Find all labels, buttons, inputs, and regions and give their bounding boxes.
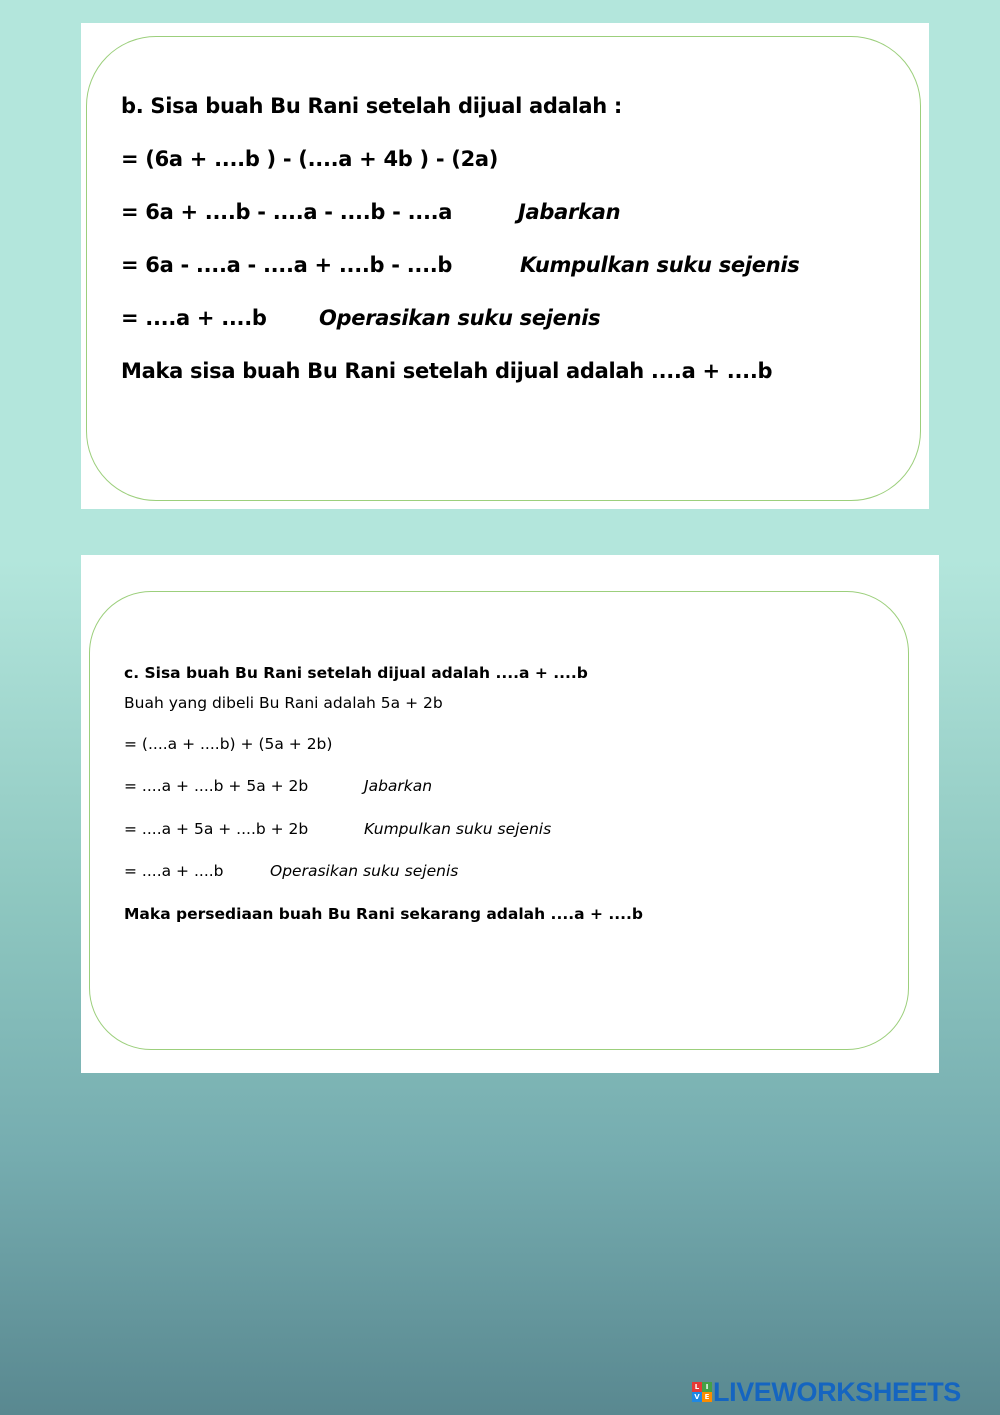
worksheet-panel-b (81, 23, 929, 509)
section-c-step-1: = (....a + ....b) + (5a + 2b) (124, 735, 333, 753)
section-b-note-operasikan: Operasikan suku sejenis (319, 306, 601, 330)
section-b-note-kumpulkan: Kumpulkan suku sejenis (520, 253, 800, 277)
liveworksheets-logo-icon (692, 1382, 712, 1402)
section-c-note-operasikan: Operasikan suku sejenis (270, 862, 459, 880)
section-c-conclusion: Maka persediaan buah Bu Rani sekarang adalah ....a + ....b (124, 905, 643, 923)
section-b-note-jabarkan: Jabarkan (518, 200, 621, 224)
logo-letter-e: E (702, 1392, 712, 1402)
section-c-subtitle: Buah yang dibeli Bu Rani adalah 5a + 2b (124, 694, 443, 712)
answer-card-c (89, 591, 909, 1050)
brand-name: LIVEWORKSHEETS (713, 1376, 961, 1407)
logo-letter-i: I (702, 1382, 712, 1392)
section-b-step-3: = 6a - ....a - ....a + ....b - ....b (121, 253, 453, 277)
section-b-step-2: = 6a + ....b - ....a - ....b - ....a (121, 200, 453, 224)
section-c-step-3: = ....a + 5a + ....b + 2b (124, 820, 309, 838)
section-b-step-1: = (6a + ....b ) - (....a + 4b ) - (2a) (121, 147, 499, 171)
logo-letter-v: V (692, 1392, 702, 1402)
section-b-title: b. Sisa buah Bu Rani setelah dijual adalah : (121, 94, 623, 118)
liveworksheets-brand (692, 1377, 961, 1407)
answer-card-b (86, 36, 921, 501)
section-c-step-4: = ....a + ....b (124, 862, 224, 880)
worksheet-panel-c (81, 555, 939, 1073)
logo-letter-l: L (692, 1382, 702, 1392)
section-c-note-jabarkan: Jabarkan (364, 777, 433, 795)
section-c-step-2: = ....a + ....b + 5a + 2b (124, 777, 309, 795)
section-b-conclusion: Maka sisa buah Bu Rani setelah dijual adalah ....a + ....b (121, 359, 773, 383)
section-c-title: c. Sisa buah Bu Rani setelah dijual adalah ....a + ....b (124, 664, 588, 682)
section-c-note-kumpulkan: Kumpulkan suku sejenis (364, 820, 552, 838)
section-b-step-4: = ....a + ....b (121, 306, 267, 330)
